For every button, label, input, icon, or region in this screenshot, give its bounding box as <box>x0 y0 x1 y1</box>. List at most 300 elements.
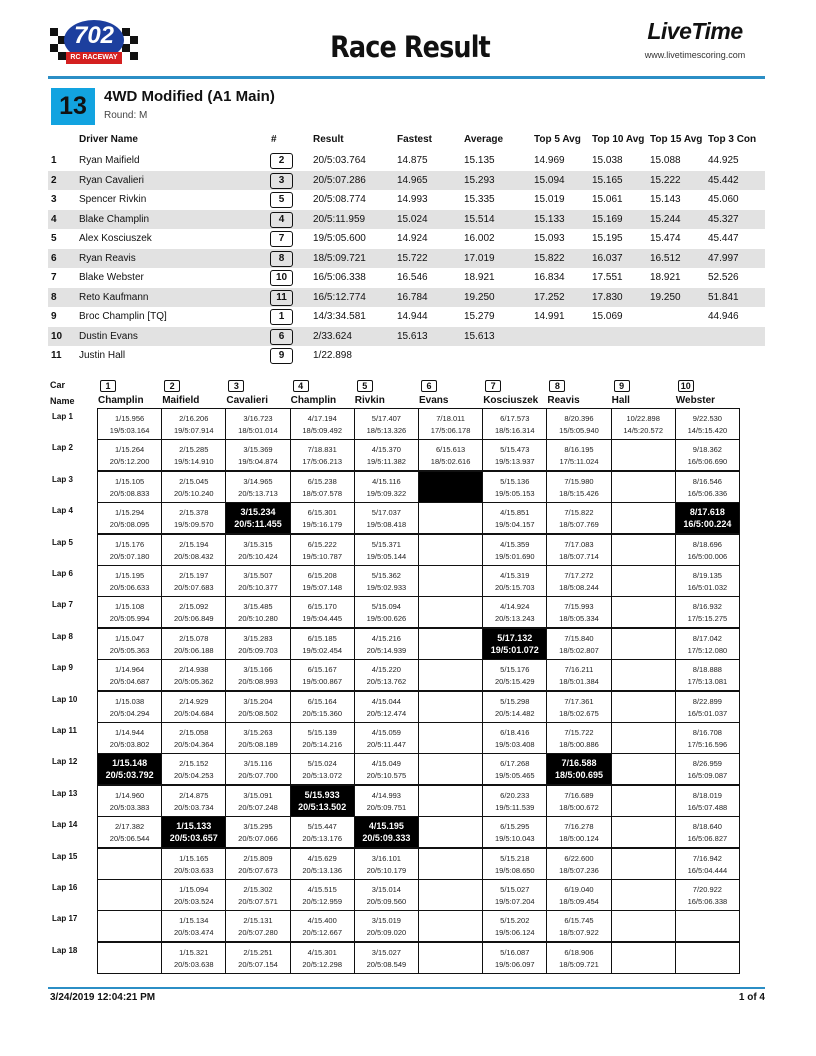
result-fastest: 14.924 <box>397 233 428 244</box>
lap-cumulative: 20/5:03.638 <box>173 959 214 969</box>
lap-cumulative: 20/5:03.802 <box>109 740 150 749</box>
lap-position-time: 7/15.822 <box>564 508 594 518</box>
lap-position-time: 1/15.195 <box>114 571 145 580</box>
result-driver: Ryan Reavis <box>79 252 136 264</box>
lap-cumulative: 18/5:01.384 <box>559 677 599 687</box>
lap-position-time: 5/17.132 <box>497 632 533 643</box>
lap-cell <box>225 408 290 440</box>
lap-cumulative: 20/5:08.189 <box>238 740 278 749</box>
car-driver-name: Reavis <box>547 395 580 406</box>
lap-position-time: 4/15.515 <box>307 885 337 894</box>
lap-cell <box>97 439 162 471</box>
lap-cumulative: 20/5:04.253 <box>173 771 214 781</box>
result-driver: Blake Webster <box>79 272 144 283</box>
lap-position-time: 5/15.027 <box>500 885 530 894</box>
lap-cell <box>161 910 226 942</box>
lap-position-time: 10/22.898 <box>626 414 660 423</box>
result-driver: Alex Kosciuszek <box>79 233 152 244</box>
lap-position-time: 8/18.019 <box>692 790 722 800</box>
lap-cell <box>290 879 355 911</box>
lap-cell <box>161 596 226 628</box>
lap-cumulative: 19/5:07.148 <box>302 583 342 592</box>
result-fastest: 14.875 <box>397 155 428 166</box>
lap-position-time: 1/15.264 <box>114 445 145 455</box>
lap-position-time: 8/22.899 <box>692 696 722 706</box>
lap-position-time: 3/15.014 <box>371 885 401 894</box>
lap-position-time: 8/16.195 <box>564 445 594 455</box>
result-fastest: 15.613 <box>397 330 428 342</box>
lap-cumulative: 20/5:15.703 <box>494 583 535 592</box>
lap-cell <box>97 942 162 974</box>
lap-position-time: 3/15.019 <box>371 916 401 926</box>
lap-cell <box>546 816 611 848</box>
lap-cell <box>161 659 226 691</box>
lap-cumulative: 20/5:13.136 <box>302 865 342 875</box>
lap-cumulative: 19/5:09.322 <box>366 488 407 498</box>
lap-cell <box>161 848 226 880</box>
lap-position-time: 2/14.875 <box>179 790 209 800</box>
result-top5: 17.252 <box>534 291 565 303</box>
lap-cumulative: 17/5:12.080 <box>687 645 728 655</box>
lap-cumulative: 20/5:08.993 <box>238 677 278 687</box>
lap-cumulative: 19/5:11.539 <box>495 802 535 812</box>
lap-cumulative: 16/5:06.690 <box>687 457 728 467</box>
lap-cell <box>482 534 547 566</box>
lap-cumulative: 19/5:01.690 <box>494 551 535 561</box>
result-top3con: 45.060 <box>708 194 739 205</box>
result-top10: 15.195 <box>592 233 623 244</box>
result-top3con: 52.526 <box>708 272 739 283</box>
lap-position-time: 5/15.202 <box>500 916 530 926</box>
livetime-url: www.livetimescoring.com <box>644 50 746 60</box>
result-top10: 17.551 <box>592 272 623 283</box>
lap-position-time: 7/18.011 <box>436 414 465 423</box>
lap-cell <box>290 471 355 503</box>
lap-position-time: 6/15.167 <box>307 665 337 675</box>
lap-position-time: 4/15.629 <box>307 853 337 863</box>
lap-position-time: 4/15.044 <box>371 696 401 706</box>
lap-position-time: 1/15.105 <box>114 476 145 486</box>
lap-position-time: 3/15.027 <box>371 947 401 957</box>
lap-cumulative: 19/5:05.465 <box>494 771 535 781</box>
lap-label: Lap 14 <box>52 820 78 830</box>
lap-position-time: 1/15.321 <box>179 947 209 957</box>
lap-cell <box>161 439 226 471</box>
lap-cell <box>418 408 483 440</box>
lap-position-time: 1/15.038 <box>114 696 145 706</box>
lap-cell <box>611 879 676 911</box>
result-pos: 8 <box>51 291 57 303</box>
lap-cumulative: 16/5:06.338 <box>687 897 728 906</box>
lap-position-time: 5/17.407 <box>371 414 401 423</box>
lap-cell <box>611 596 676 628</box>
result-row <box>48 346 765 366</box>
car-number-box: 9 <box>614 380 630 392</box>
lap-position-time: 4/17.194 <box>307 414 337 423</box>
lap-position-time: 2/15.058 <box>179 728 209 737</box>
lap-cumulative: 18/5:00.886 <box>559 740 599 749</box>
lap-cell <box>546 565 611 597</box>
result-fastest: 15.722 <box>397 252 428 264</box>
result-fastest: 14.944 <box>397 311 428 322</box>
lap-cumulative: 20/5:10.240 <box>173 488 214 498</box>
result-driver: Ryan Maifield <box>79 155 140 166</box>
lap-cell <box>675 785 740 817</box>
lap-cumulative: 18/5:09.454 <box>559 897 599 906</box>
lap-cell <box>354 596 419 628</box>
lap-cumulative: 14/5:20.572 <box>623 426 663 435</box>
lap-label: Lap 7 <box>52 600 73 610</box>
result-top5: 15.093 <box>534 233 565 244</box>
lap-cumulative: 20/5:03.633 <box>173 865 214 875</box>
lap-cumulative: 20/5:06.633 <box>109 583 150 592</box>
lap-position-time: 1/15.148 <box>112 758 148 769</box>
result-pos: 4 <box>51 213 57 225</box>
lap-cell <box>225 439 290 471</box>
result-top15: 15.222 <box>650 174 681 186</box>
lap-cell <box>290 628 355 660</box>
lap-position-time: 7/16.211 <box>564 665 594 675</box>
result-pos: 2 <box>51 174 57 186</box>
race-round: Round: M <box>104 110 148 121</box>
lap-cumulative: 18/5:05.334 <box>559 614 599 624</box>
lap-cell <box>354 848 419 880</box>
result-driver: Ryan Cavalieri <box>79 174 145 186</box>
lap-cell <box>290 502 355 534</box>
lap-cumulative: 20/5:09.751 <box>366 802 407 812</box>
lap-cell <box>225 534 290 566</box>
result-driver: Spencer Rivkin <box>79 194 147 205</box>
lap-position-time: 6/15.164 <box>307 696 337 706</box>
lap-cell <box>97 502 162 534</box>
lap-cell <box>290 691 355 723</box>
lap-cell <box>611 502 676 534</box>
lap-position-time: 7/15.722 <box>564 728 594 737</box>
lap-position-time: 5/15.176 <box>500 665 530 675</box>
result-num: 10 <box>270 270 293 286</box>
lap-cell <box>546 848 611 880</box>
result-average: 15.135 <box>464 155 495 166</box>
lap-cell <box>418 910 483 942</box>
lap-cumulative: 20/5:03.383 <box>109 802 150 812</box>
lap-cell <box>97 534 162 566</box>
result-driver: Blake Champlin <box>79 213 150 225</box>
lap-cell <box>225 471 290 503</box>
lap-cumulative: 19/5:13.937 <box>494 457 535 467</box>
lap-cumulative: 18/5:08.244 <box>559 583 599 592</box>
lap-position-time: 5/15.136 <box>500 476 530 486</box>
result-top10: 15.061 <box>592 194 623 205</box>
result-row <box>48 210 765 230</box>
lap-position-time: 2/15.152 <box>179 759 209 769</box>
car-number-box: 10 <box>678 380 694 392</box>
lap-cell <box>482 753 547 785</box>
lap-cumulative: 20/5:08.549 <box>366 959 407 969</box>
car-driver-name: Maifield <box>162 395 200 406</box>
result-pos: 7 <box>51 272 57 283</box>
lap-position-time: 2/15.197 <box>179 571 209 580</box>
lap-cell <box>290 848 355 880</box>
lap-cumulative: 14/5:15.420 <box>687 426 728 435</box>
lap-cell <box>418 753 483 785</box>
car-number-box: 8 <box>549 380 565 392</box>
result-average: 15.514 <box>464 213 495 225</box>
lap-cell <box>418 785 483 817</box>
lap-cell <box>290 439 355 471</box>
lap-cumulative: 20/5:11.455 <box>234 519 282 530</box>
lap-position-time: 4/15.851 <box>500 508 530 518</box>
lap-cell <box>482 879 547 911</box>
result-average: 15.279 <box>464 311 495 322</box>
lap-cell <box>675 910 740 942</box>
lap-cumulative: 16/5:04.444 <box>687 865 728 875</box>
lap-cell <box>97 628 162 660</box>
lap-cumulative: 20/5:07.683 <box>173 583 214 592</box>
result-pos: 9 <box>51 311 57 322</box>
car-number-box: 2 <box>164 380 180 392</box>
lap-cumulative: 17/5:16.596 <box>687 740 728 749</box>
result-num: 5 <box>270 192 293 208</box>
lap-cumulative: 16/5:01.032 <box>687 583 728 592</box>
lap-cumulative: 19/5:10.043 <box>494 834 535 844</box>
car-number-box: 1 <box>100 380 116 392</box>
lap-cumulative: 20/5:03.657 <box>169 833 218 844</box>
lap-cell <box>611 471 676 503</box>
lap-cumulative: 20/5:04.294 <box>109 708 150 718</box>
race-number-badge: 13 <box>51 88 95 125</box>
lap-label: Lap 18 <box>52 945 78 955</box>
col-header-fastest: Fastest <box>397 134 433 145</box>
result-num: 9 <box>270 348 293 364</box>
lap-cumulative: 20/5:07.280 <box>238 928 278 938</box>
lap-position-time: 1/14.944 <box>114 728 145 737</box>
result-num: 4 <box>270 212 293 228</box>
result-result: 2/33.624 <box>313 330 352 342</box>
lap-position-time: 7/17.083 <box>564 539 594 549</box>
lap-cell <box>161 408 226 440</box>
result-top10: 15.038 <box>592 155 623 166</box>
lap-cumulative: 19/5:16.179 <box>302 520 342 530</box>
lap-cumulative: 20/5:13.072 <box>302 771 342 781</box>
lap-cell <box>611 848 676 880</box>
lap-cell <box>354 502 419 534</box>
lap-cumulative: 19/5:09.570 <box>173 520 214 530</box>
lap-cell-best <box>161 816 226 848</box>
lap-position-time: 8/18.888 <box>692 665 722 675</box>
lap-label: Lap 8 <box>52 631 73 641</box>
lap-position-time: 1/15.047 <box>114 633 145 643</box>
lap-cumulative: 20/5:13.762 <box>366 677 407 687</box>
lap-cell <box>290 659 355 691</box>
result-num: 11 <box>270 290 293 306</box>
lap-cell <box>290 534 355 566</box>
lap-cumulative: 20/5:04.687 <box>109 677 150 687</box>
lap-cell <box>354 659 419 691</box>
col-header-number: # <box>271 134 277 145</box>
lap-cumulative: 19/5:00.867 <box>302 677 342 687</box>
lap-cell <box>97 596 162 628</box>
lap-position-time: 2/15.378 <box>179 508 209 518</box>
lap-cell <box>354 565 419 597</box>
lap-cell <box>546 785 611 817</box>
lap-position-time: 6/15.208 <box>307 571 337 580</box>
lap-position-time: 3/15.204 <box>243 696 273 706</box>
lap-cumulative: 20/5:13.243 <box>494 614 535 624</box>
lap-cell <box>546 596 611 628</box>
lap-cell <box>418 659 483 691</box>
lap-position-time: 6/15.745 <box>564 916 594 926</box>
lap-position-time: 1/15.176 <box>114 539 145 549</box>
lap-cumulative: 20/5:08.432 <box>173 551 214 561</box>
lap-cumulative: 16/5:06.827 <box>687 834 728 844</box>
result-top3con: 45.327 <box>708 213 739 225</box>
lap-cell <box>161 471 226 503</box>
lap-position-time: 6/17.268 <box>500 759 530 769</box>
result-average: 18.921 <box>464 272 495 283</box>
lap-position-time: 8/17.042 <box>692 633 722 643</box>
result-result: 1/22.898 <box>313 350 352 361</box>
result-result: 20/5:07.286 <box>313 174 366 186</box>
lap-label: Lap 5 <box>52 537 73 547</box>
lap-cumulative: 17/5:11.024 <box>559 457 599 467</box>
lap-position-time: 7/17.272 <box>564 571 594 580</box>
result-result: 18/5:09.721 <box>313 252 366 264</box>
lap-cumulative: 20/5:09.020 <box>366 928 407 938</box>
lap-cell <box>225 565 290 597</box>
lap-position-time: 4/15.370 <box>371 445 401 455</box>
result-fastest: 15.024 <box>397 213 428 225</box>
lap-cumulative: 18/5:09.721 <box>559 959 599 969</box>
lap-cumulative: 20/5:07.154 <box>238 959 278 969</box>
car-driver-name: Champlin <box>98 395 144 406</box>
lap-cumulative: 20/5:07.571 <box>238 897 278 906</box>
lap-cell <box>225 816 290 848</box>
lap-cumulative: 20/5:08.833 <box>109 488 150 498</box>
page-number: 1 of 4 <box>738 992 765 1003</box>
result-top15: 15.244 <box>650 213 681 225</box>
result-top15: 16.512 <box>650 252 681 264</box>
lap-label: Lap 11 <box>52 726 77 735</box>
lap-position-time: 9/22.530 <box>692 414 722 423</box>
lap-cumulative: 20/5:09.560 <box>366 897 407 906</box>
lap-cell <box>546 910 611 942</box>
lap-cell <box>97 408 162 440</box>
lap-cell <box>418 879 483 911</box>
lap-cumulative: 20/5:10.179 <box>366 865 407 875</box>
lap-position-time: 4/15.216 <box>371 633 401 643</box>
logo-raceway-text: RC RACEWAY <box>70 54 118 61</box>
print-datetime: 3/24/2019 12:04:21 PM <box>50 992 156 1003</box>
lap-position-time: 4/15.319 <box>500 571 530 580</box>
lap-cumulative: 20/5:06.849 <box>173 614 214 624</box>
lap-position-time: 6/17.573 <box>500 414 530 423</box>
lap-cumulative: 20/5:13.176 <box>302 834 342 844</box>
lap-position-time: 6/20.233 <box>500 790 530 800</box>
car-driver-name: Champlin <box>290 395 337 406</box>
lap-position-time: 3/15.315 <box>243 539 273 549</box>
lap-cell-best <box>97 753 162 785</box>
result-pos: 1 <box>51 155 57 166</box>
lap-cell-best <box>482 628 547 660</box>
car-driver-name: Cavalieri <box>226 395 269 406</box>
lap-cumulative: 18/5:02.616 <box>430 457 471 467</box>
lap-cell <box>675 722 740 754</box>
lap-cumulative: 20/5:04.364 <box>173 740 214 749</box>
lap-cell <box>611 722 676 754</box>
lap-cell <box>675 565 740 597</box>
lap-cell <box>546 659 611 691</box>
result-top15: 18.921 <box>650 272 681 283</box>
lap-cumulative: 19/5:06.124 <box>494 928 535 938</box>
lap-cumulative: 18/5:02.675 <box>559 708 599 718</box>
lap-position-time: 3/16.723 <box>243 414 273 423</box>
lap-label: Lap 16 <box>52 883 78 892</box>
col-header-result: Result <box>313 134 344 145</box>
lap-cell <box>482 848 547 880</box>
lap-cumulative: 20/5:08.095 <box>109 520 150 530</box>
lap-cell-best <box>675 502 740 534</box>
lap-position-time: 5/15.473 <box>500 445 530 455</box>
lap-cumulative: 20/5:15.429 <box>494 677 535 687</box>
lap-position-time: 5/15.362 <box>371 571 401 580</box>
lap-cumulative: 20/5:14.482 <box>494 708 535 718</box>
lap-cumulative: 19/5:05.144 <box>366 551 407 561</box>
lap-position-time: 1/15.294 <box>114 508 145 518</box>
lap-position-time: 7/15.980 <box>564 476 594 486</box>
car-number-box: 3 <box>228 380 244 392</box>
grid-corner-car: Car <box>50 380 66 390</box>
lap-cell <box>611 691 676 723</box>
lap-position-time: 2/15.194 <box>179 539 209 549</box>
lap-cell <box>225 879 290 911</box>
lap-cell <box>161 534 226 566</box>
result-pos: 11 <box>51 350 62 361</box>
race-name: 4WD Modified (A1 Main) <box>104 88 275 105</box>
lap-position-time: 5/15.298 <box>500 696 530 706</box>
lap-cumulative: 20/5:10.575 <box>366 771 407 781</box>
lap-cumulative: 19/5:02.933 <box>366 583 407 592</box>
result-num: 2 <box>270 153 293 169</box>
lap-cell <box>354 910 419 942</box>
lap-position-time: 3/16.101 <box>371 853 401 863</box>
lap-cell <box>290 408 355 440</box>
lap-cell <box>675 659 740 691</box>
lap-cell <box>161 691 226 723</box>
lap-cell <box>546 628 611 660</box>
lap-cell-best <box>290 785 355 817</box>
lap-cell <box>546 471 611 503</box>
result-driver: Justin Hall <box>79 350 126 361</box>
result-top5: 14.969 <box>534 155 565 166</box>
lap-cumulative: 20/5:12.298 <box>302 959 342 969</box>
lap-cell <box>161 502 226 534</box>
car-number-box: 4 <box>293 380 309 392</box>
lap-cumulative: 20/5:03.734 <box>173 802 214 812</box>
header-divider <box>48 76 765 79</box>
lap-cell <box>482 596 547 628</box>
lap-cumulative: 20/5:12.959 <box>302 897 342 906</box>
lap-position-time: 4/15.049 <box>371 759 401 769</box>
lap-cumulative: 20/5:06.188 <box>173 645 214 655</box>
lap-cumulative: 20/5:05.362 <box>173 677 214 687</box>
result-top5: 15.133 <box>534 213 565 225</box>
lap-cell <box>482 816 547 848</box>
lap-cumulative: 19/5:00.626 <box>366 614 407 624</box>
lap-position-time: 3/15.283 <box>243 633 273 643</box>
result-num: 6 <box>270 329 293 345</box>
lap-position-time: 4/15.301 <box>307 947 337 957</box>
lap-cumulative: 20/5:09.703 <box>238 645 278 655</box>
